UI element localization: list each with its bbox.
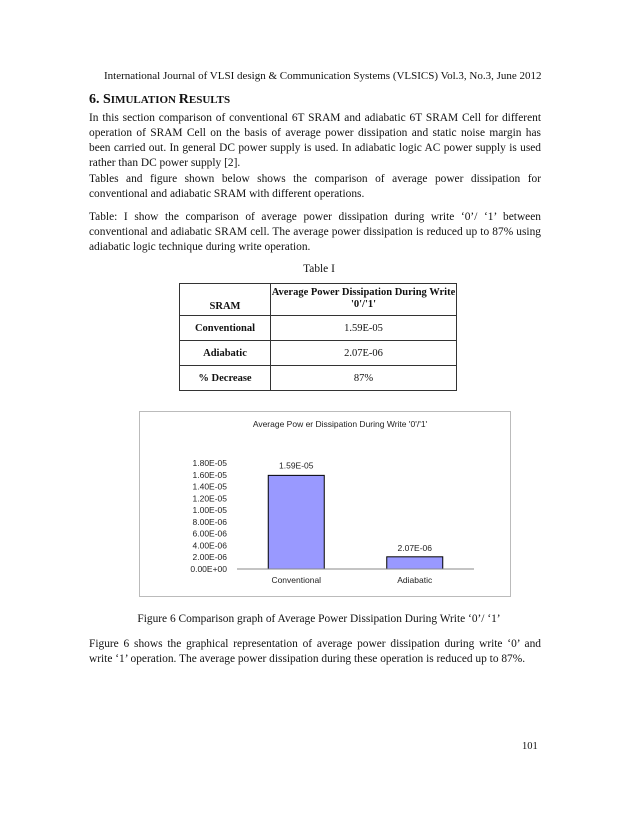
table-cell-label: Conventional	[180, 316, 271, 341]
section-title-esults: ESULTS	[188, 94, 231, 106]
y-tick-label: 6.00E-06	[192, 528, 227, 539]
section-heading	[89, 92, 230, 108]
bar	[387, 557, 443, 569]
table-cell-label: % Decrease	[180, 366, 271, 391]
table-cell-value: 2.07E-06	[271, 341, 457, 366]
bar	[268, 475, 324, 569]
section-title-imulation: IMULATION	[110, 94, 179, 106]
table-row	[180, 316, 457, 341]
table-cell-value: 1.59E-05	[271, 316, 457, 341]
y-tick-label: 4.00E-06	[192, 540, 227, 551]
table-header-row	[180, 284, 457, 316]
y-tick-label: 1.00E-05	[192, 505, 227, 516]
journal-header: International Journal of VLSI design & Communication Systems (VLSICS) Vol.3, No.3, June 2012	[104, 70, 542, 82]
section-title-r: R	[178, 92, 189, 107]
data-label: 1.59E-05	[279, 460, 314, 471]
y-tick-label: 2.00E-06	[192, 552, 227, 563]
y-tick-label: 1.60E-05	[192, 469, 227, 480]
table-header-power: Average Power Dissipation During Write '0'/'1'	[271, 284, 457, 316]
table-caption: Table I	[303, 263, 335, 275]
y-tick-label: 1.40E-05	[192, 481, 227, 492]
intro-paragraph: In this section comparison of conventional 6T SRAM and adiabatic 6T SRAM Cell for different operation of SRAM Cell on the basis of average power dissipation and static noise margin has been carried out. In general DC power supply is used. In adiabatic logic AC power supply is used rather than DC power supply [2].	[89, 112, 541, 169]
y-tick-label: 0.00E+00	[190, 564, 227, 574]
chart-title: Average Pow er Dissipation During Write '0'/'1'	[252, 419, 428, 429]
bar-chart	[140, 412, 510, 596]
table-row	[180, 341, 457, 366]
x-tick-label: Adiabatic	[397, 575, 433, 585]
closing-paragraph: Figure 6 shows the graphical representation of average power dissipation during write ‘0’ and write ‘1’ operation. The average power dissipation during these operation is reduced up to 87%.	[89, 638, 541, 665]
y-tick-label: 8.00E-06	[192, 516, 227, 527]
table-description-paragraph: Table: I show the comparison of average power dissipation during write ‘0’/ ‘1’ between conventional and adiabatic SRAM cell. The average power dissipation is reduced up to 87% using adiabatic logic technique during write operation.	[89, 211, 541, 253]
section-title-s: S	[103, 92, 111, 107]
y-tick-label: 1.80E-05	[192, 458, 227, 468]
page-number: 101	[522, 741, 538, 752]
section-number: 6.	[89, 92, 103, 107]
x-tick-label: Conventional	[271, 575, 322, 585]
y-tick-label: 1.20E-05	[192, 493, 227, 504]
table-row	[180, 366, 457, 391]
table-cell-value: 87%	[271, 366, 457, 391]
table-cell-label: Adiabatic	[180, 341, 271, 366]
bar-chart-figure	[139, 411, 511, 597]
power-dissipation-table	[179, 283, 457, 391]
figure-caption: Figure 6 Comparison graph of Average Power Dissipation During Write ‘0’/ ‘1’	[137, 613, 501, 625]
tables-intro-paragraph: Tables and figure shown below shows the comparison of average power dissipation for conventional and adiabatic SRAM with different operations.	[89, 173, 541, 200]
data-label: 2.07E-06	[397, 542, 432, 553]
table-header-sram: SRAM	[180, 284, 271, 316]
